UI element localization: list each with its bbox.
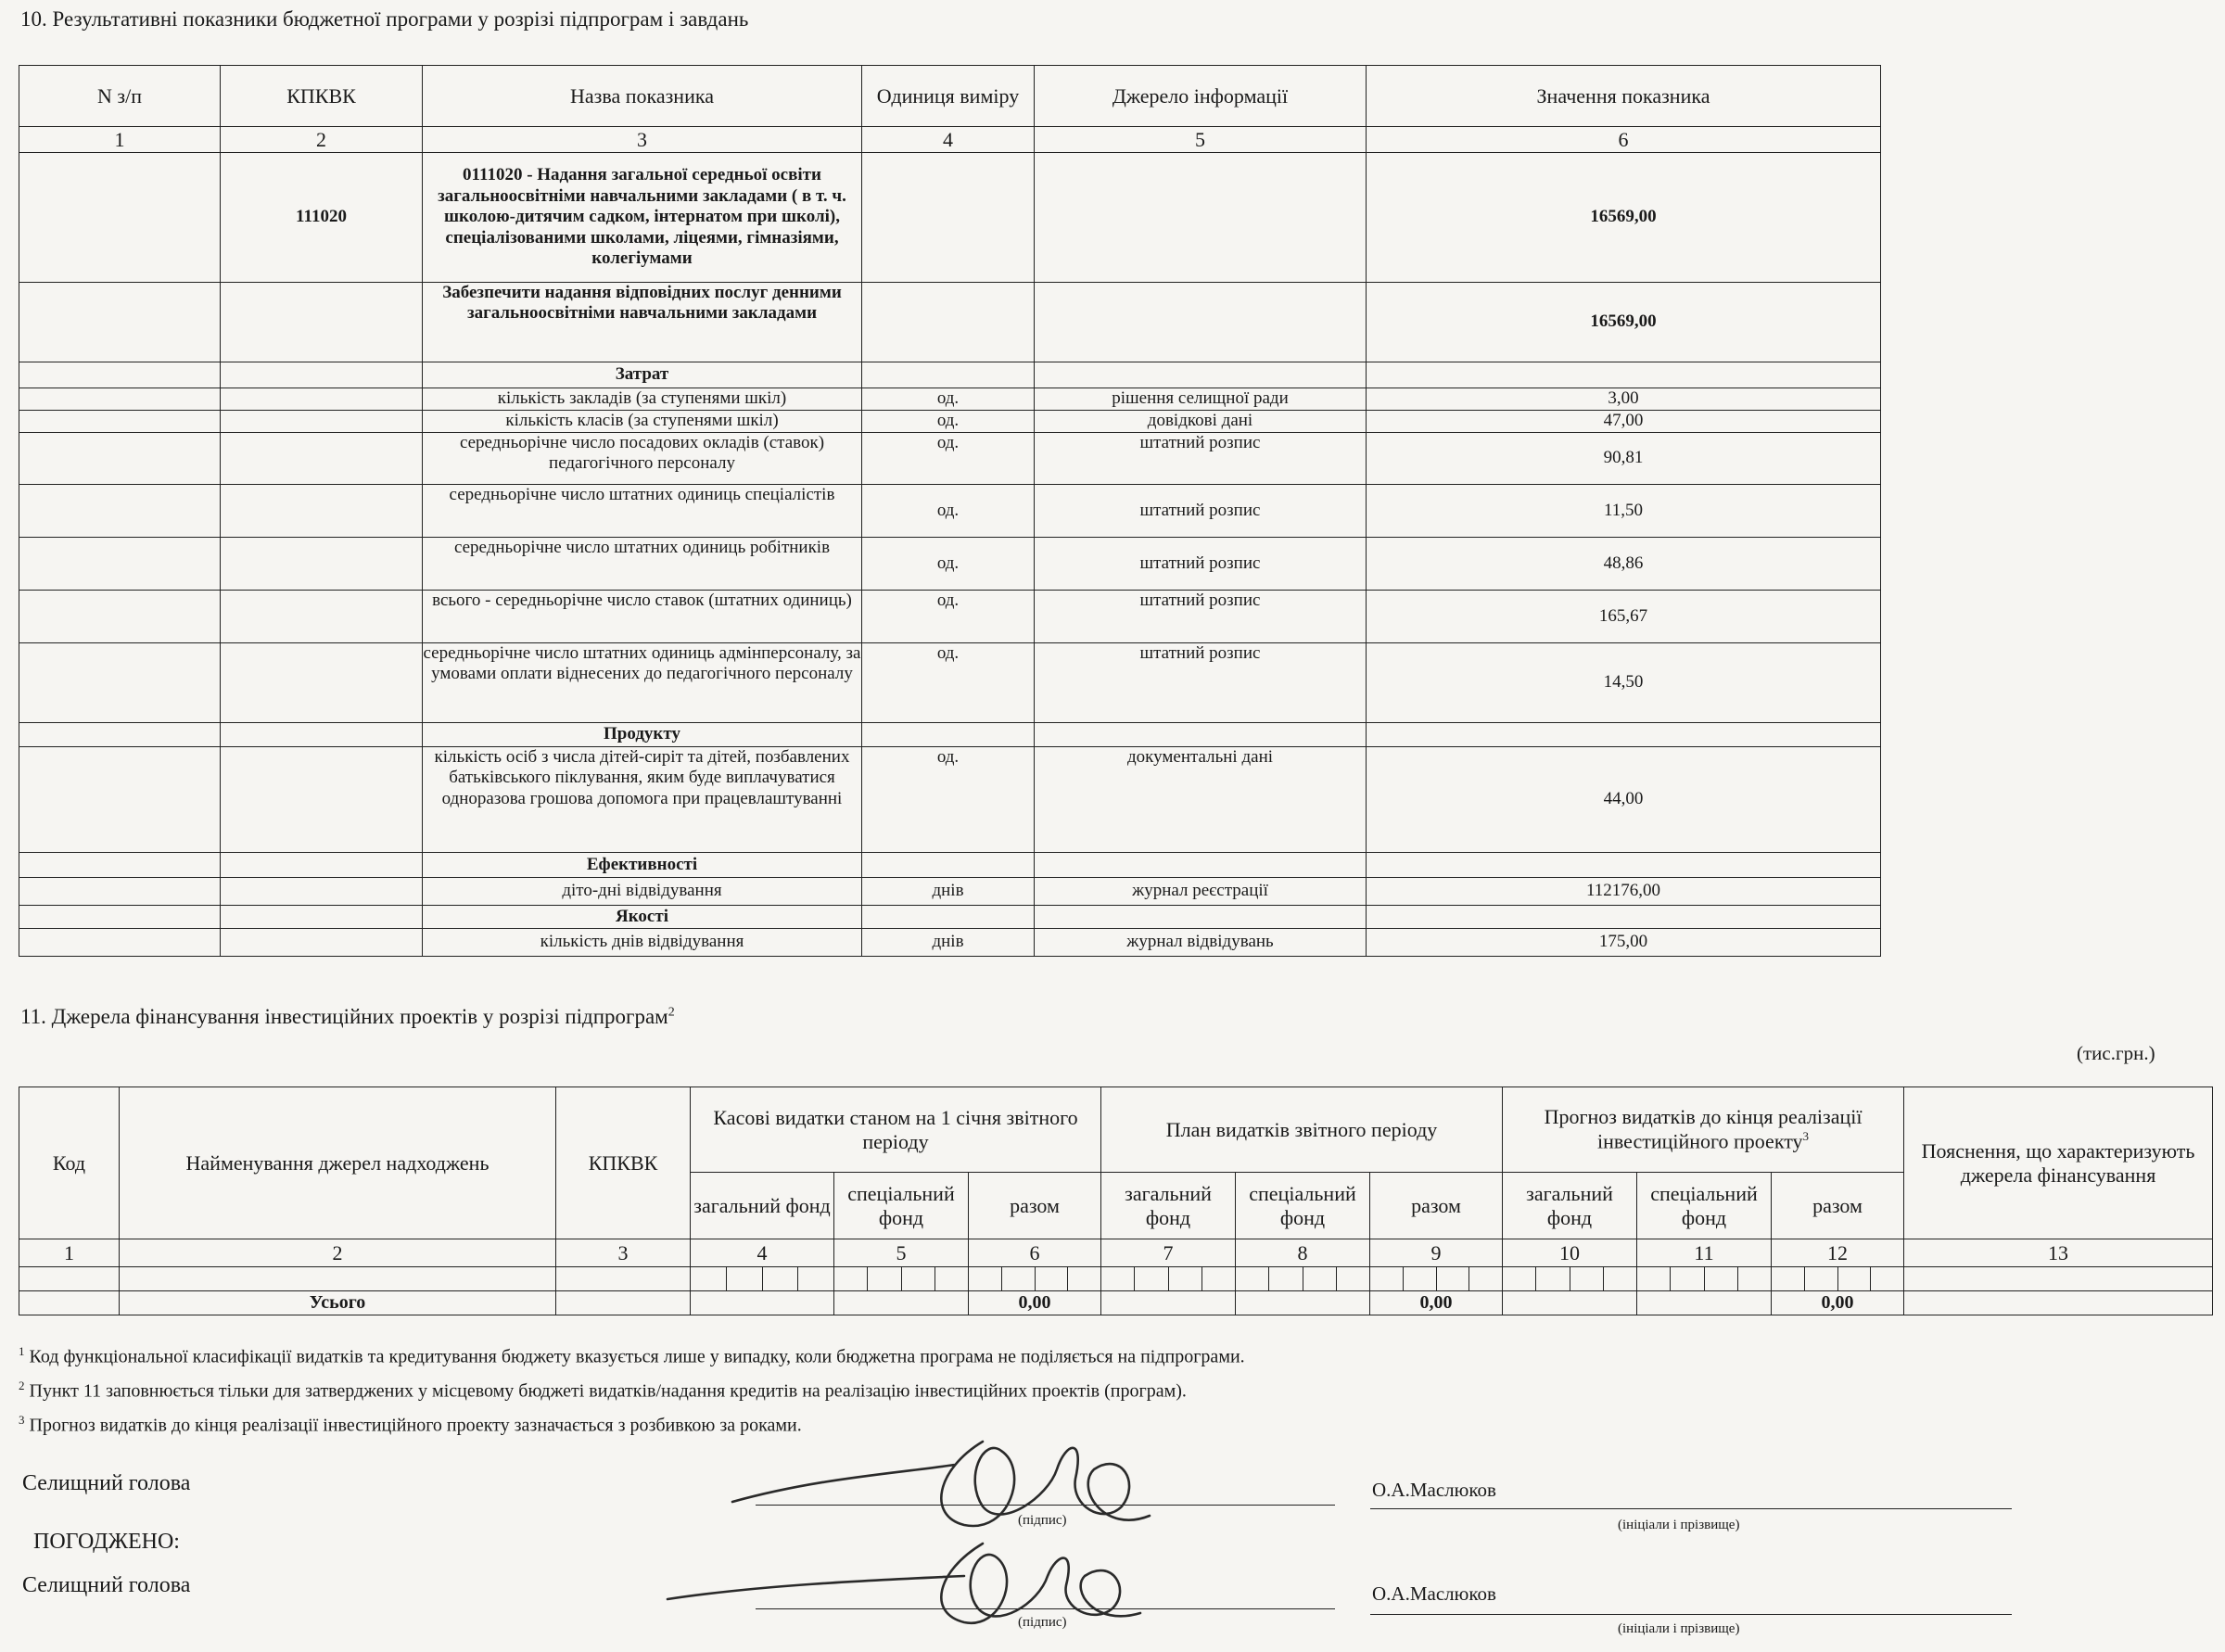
col-header-special-fund: спеціальний фонд [1236, 1173, 1370, 1239]
col-number: 12 [1772, 1239, 1904, 1267]
group-title-cost: Затрат [423, 362, 862, 388]
indicator-value: 90,81 [1367, 433, 1881, 485]
task-value: 16569,00 [1367, 283, 1881, 362]
footnote-1: $^1$ Код функціональної класифікації видатків та кредитування бюджету вказується лише у випадку, коли бюджетна програма не поділяється на підпрограми. [19, 1344, 1245, 1367]
currency-note: (тис.грн.) [2077, 1042, 2155, 1064]
table-row [19, 411, 1881, 433]
col-header-special-fund: спеціальний фонд [1637, 1173, 1772, 1239]
table-row [19, 747, 1881, 853]
group-row-product [19, 723, 1881, 747]
indicator-value: 44,00 [1367, 747, 1881, 853]
name-line [1370, 1508, 2012, 1509]
col-number: 9 [1370, 1239, 1503, 1267]
signature-caption: (підпис) [1018, 1513, 1067, 1528]
indicator-name: середньорічне число посадових окладів (ставок) педагогічного персоналу [423, 433, 862, 485]
investment-funding-table [19, 1087, 2213, 1315]
col-header-notes: Пояснення, що характеризують джерела фінансування [1904, 1087, 2213, 1239]
indicator-name: всього - середньорічне число ставок (штатних одиниць) [423, 591, 862, 643]
agreed-label: ПОГОДЖЕНО: [33, 1530, 180, 1554]
table-row [19, 929, 1881, 957]
col-number: 2 [221, 127, 423, 153]
empty-entry-row [19, 1267, 2213, 1291]
head-label: Селищний голова [22, 1471, 191, 1495]
table-header-row [19, 1087, 2213, 1173]
table-row [19, 538, 1881, 591]
indicator-source: штатний розпис [1035, 591, 1367, 643]
indicator-source: штатний розпис [1035, 643, 1367, 723]
table-header-row [19, 66, 1881, 127]
col-number: 6 [969, 1239, 1101, 1267]
col-number: 13 [1904, 1239, 2213, 1267]
program-kpkvk: 111020 [221, 153, 423, 283]
col-number: 5 [834, 1239, 969, 1267]
indicator-name: середньорічне число штатних одиниць спеціалістів [423, 485, 862, 538]
indicator-name: кількість днів відвідування [423, 929, 862, 957]
table-row [19, 591, 1881, 643]
col-number: 4 [862, 127, 1035, 153]
indicator-value: 112176,00 [1367, 878, 1881, 906]
official-name-2: О.А.Маслюков [1372, 1582, 1496, 1605]
col-header-value: Значення показника [1367, 66, 1881, 127]
indicator-unit: од. [862, 388, 1035, 411]
table-row [19, 388, 1881, 411]
indicator-name: кількість класів (за ступенями шкіл) [423, 411, 862, 433]
performance-indicators-table [19, 65, 1881, 957]
indicator-value: 3,00 [1367, 388, 1881, 411]
name-caption: (ініціали і прізвище) [1618, 1518, 1740, 1532]
indicator-name: середньорічне число штатних одиниць робітників [423, 538, 862, 591]
total-plan: 0,00 [1370, 1291, 1503, 1315]
indicator-source: довідкові дані [1035, 411, 1367, 433]
col-header-source: Джерело інформації [1035, 66, 1367, 127]
program-value: 16569,00 [1367, 153, 1881, 283]
indicator-unit: од. [862, 747, 1035, 853]
total-label: Усього [120, 1291, 556, 1315]
section-11-title: 11. Джерела фінансування інвестиційних проектів у розрізі підпрограм$^2$ [20, 1005, 675, 1028]
footnote-3: $^3$ Прогноз видатків до кінця реалізації інвестиційного проекту зазначається з розбивкою за роками. [19, 1413, 802, 1436]
col-header-special-fund: спеціальний фонд [834, 1173, 969, 1239]
section-10-title: 10. Результативні показники бюджетної програми у розрізі підпрограм і завдань [20, 7, 749, 31]
col-header-plan: План видатків звітного періоду [1101, 1087, 1503, 1173]
indicator-unit: днів [862, 878, 1035, 906]
indicator-unit: од. [862, 538, 1035, 591]
col-header-total: разом [1370, 1173, 1503, 1239]
indicator-name: діто-дні відвідування [423, 878, 862, 906]
indicator-value: 165,67 [1367, 591, 1881, 643]
indicator-name: кількість осіб з числа дітей-сиріт та дітей, позбавлених батьківського піклування, яким буде виплачуватися одноразова грошова допомога при працевлаштуванні [423, 747, 862, 853]
program-row [19, 153, 1881, 283]
group-row-efficiency [19, 853, 1881, 878]
col-number: 3 [423, 127, 862, 153]
col-header-general-fund: загальний фонд [1503, 1173, 1637, 1239]
group-title-quality: Якості [423, 906, 862, 929]
indicator-source: журнал реєстрації [1035, 878, 1367, 906]
indicator-unit: од. [862, 433, 1035, 485]
col-number: 10 [1503, 1239, 1637, 1267]
col-number: 1 [19, 127, 221, 153]
indicator-name: середньорічне число штатних одиниць адмінперсоналу, за умовами оплати віднесених до педагогічного персоналу [423, 643, 862, 723]
col-header-general-fund: загальний фонд [691, 1173, 834, 1239]
program-name: 0111020 - Надання загальної середньої освіти загальноосвітніми навчальними закладами ( в т. ч. школою-дитячим садком, інтернатом при школі), спеціалізованими школами, ліцеями, гімназіями, колегіумами [423, 153, 862, 283]
col-number: 6 [1367, 127, 1881, 153]
col-number: 8 [1236, 1239, 1370, 1267]
col-number: 1 [19, 1239, 120, 1267]
table-row [19, 433, 1881, 485]
indicator-value: 14,50 [1367, 643, 1881, 723]
total-row [19, 1291, 2213, 1315]
group-row-quality [19, 906, 1881, 929]
indicator-source: штатний розпис [1035, 538, 1367, 591]
col-number: 7 [1101, 1239, 1236, 1267]
col-number: 3 [556, 1239, 691, 1267]
col-header-code: Код [19, 1087, 120, 1239]
official-name: О.А.Маслюков [1372, 1479, 1496, 1501]
indicator-source: журнал відвідувань [1035, 929, 1367, 957]
indicator-unit: од. [862, 485, 1035, 538]
indicator-unit: од. [862, 643, 1035, 723]
col-header-sources: Найменування джерел надходжень [120, 1087, 556, 1239]
indicator-value: 11,50 [1367, 485, 1881, 538]
indicator-unit: од. [862, 411, 1035, 433]
col-header-forecast: Прогноз видатків до кінця реалізації інвестиційного проекту$^3$ [1503, 1087, 1904, 1173]
col-header-cash: Касові видатки станом на 1 січня звітного періоду [691, 1087, 1101, 1173]
indicator-name: кількість закладів (за ступенями шкіл) [423, 388, 862, 411]
col-number: 4 [691, 1239, 834, 1267]
footnote-2: $^2$ Пункт 11 заповнюється тільки для затверджених у місцевому бюджеті видатків/надання кредитів на реалізацію інвестиційних проектів (програм). [19, 1379, 1187, 1402]
indicator-value: 48,86 [1367, 538, 1881, 591]
col-header-kpkvk: КПКВК [221, 66, 423, 127]
name-caption-2: (ініціали і прізвище) [1618, 1621, 1740, 1636]
table-row [19, 878, 1881, 906]
handwritten-signature-2 [649, 1520, 1168, 1641]
indicator-source: документальні дані [1035, 747, 1367, 853]
col-header-indicator-name: Назва показника [423, 66, 862, 127]
col-header-general-fund: загальний фонд [1101, 1173, 1236, 1239]
group-title-efficiency: Ефективності [423, 853, 862, 878]
col-header-number: N з/п [19, 66, 221, 127]
name-line-2 [1370, 1614, 2012, 1615]
col-header-total: разом [1772, 1173, 1904, 1239]
signature-caption-2: (підпис) [1018, 1615, 1067, 1630]
col-number: 11 [1637, 1239, 1772, 1267]
column-number-row [19, 127, 1881, 153]
indicator-source: штатний розпис [1035, 485, 1367, 538]
col-header-total: разом [969, 1173, 1101, 1239]
indicator-source: рішення селищної ради [1035, 388, 1367, 411]
column-number-row [19, 1239, 2213, 1267]
group-title-product: Продукту [423, 723, 862, 747]
indicator-source: штатний розпис [1035, 433, 1367, 485]
group-row-cost [19, 362, 1881, 388]
task-row [19, 283, 1881, 362]
head-label-2: Селищний голова [22, 1573, 191, 1597]
total-forecast: 0,00 [1772, 1291, 1904, 1315]
col-header-unit: Одиниця виміру [862, 66, 1035, 127]
table-row [19, 485, 1881, 538]
col-header-kpkvk: КПКВК [556, 1087, 691, 1239]
indicator-value: 47,00 [1367, 411, 1881, 433]
indicator-value: 175,00 [1367, 929, 1881, 957]
indicator-unit: од. [862, 591, 1035, 643]
table-row [19, 643, 1881, 723]
indicator-unit: днів [862, 929, 1035, 957]
task-name: Забезпечити надання відповідних послуг денними загальноосвітніми навчальними закладами [423, 283, 862, 362]
col-number: 2 [120, 1239, 556, 1267]
total-cash: 0,00 [969, 1291, 1101, 1315]
col-number: 5 [1035, 127, 1367, 153]
